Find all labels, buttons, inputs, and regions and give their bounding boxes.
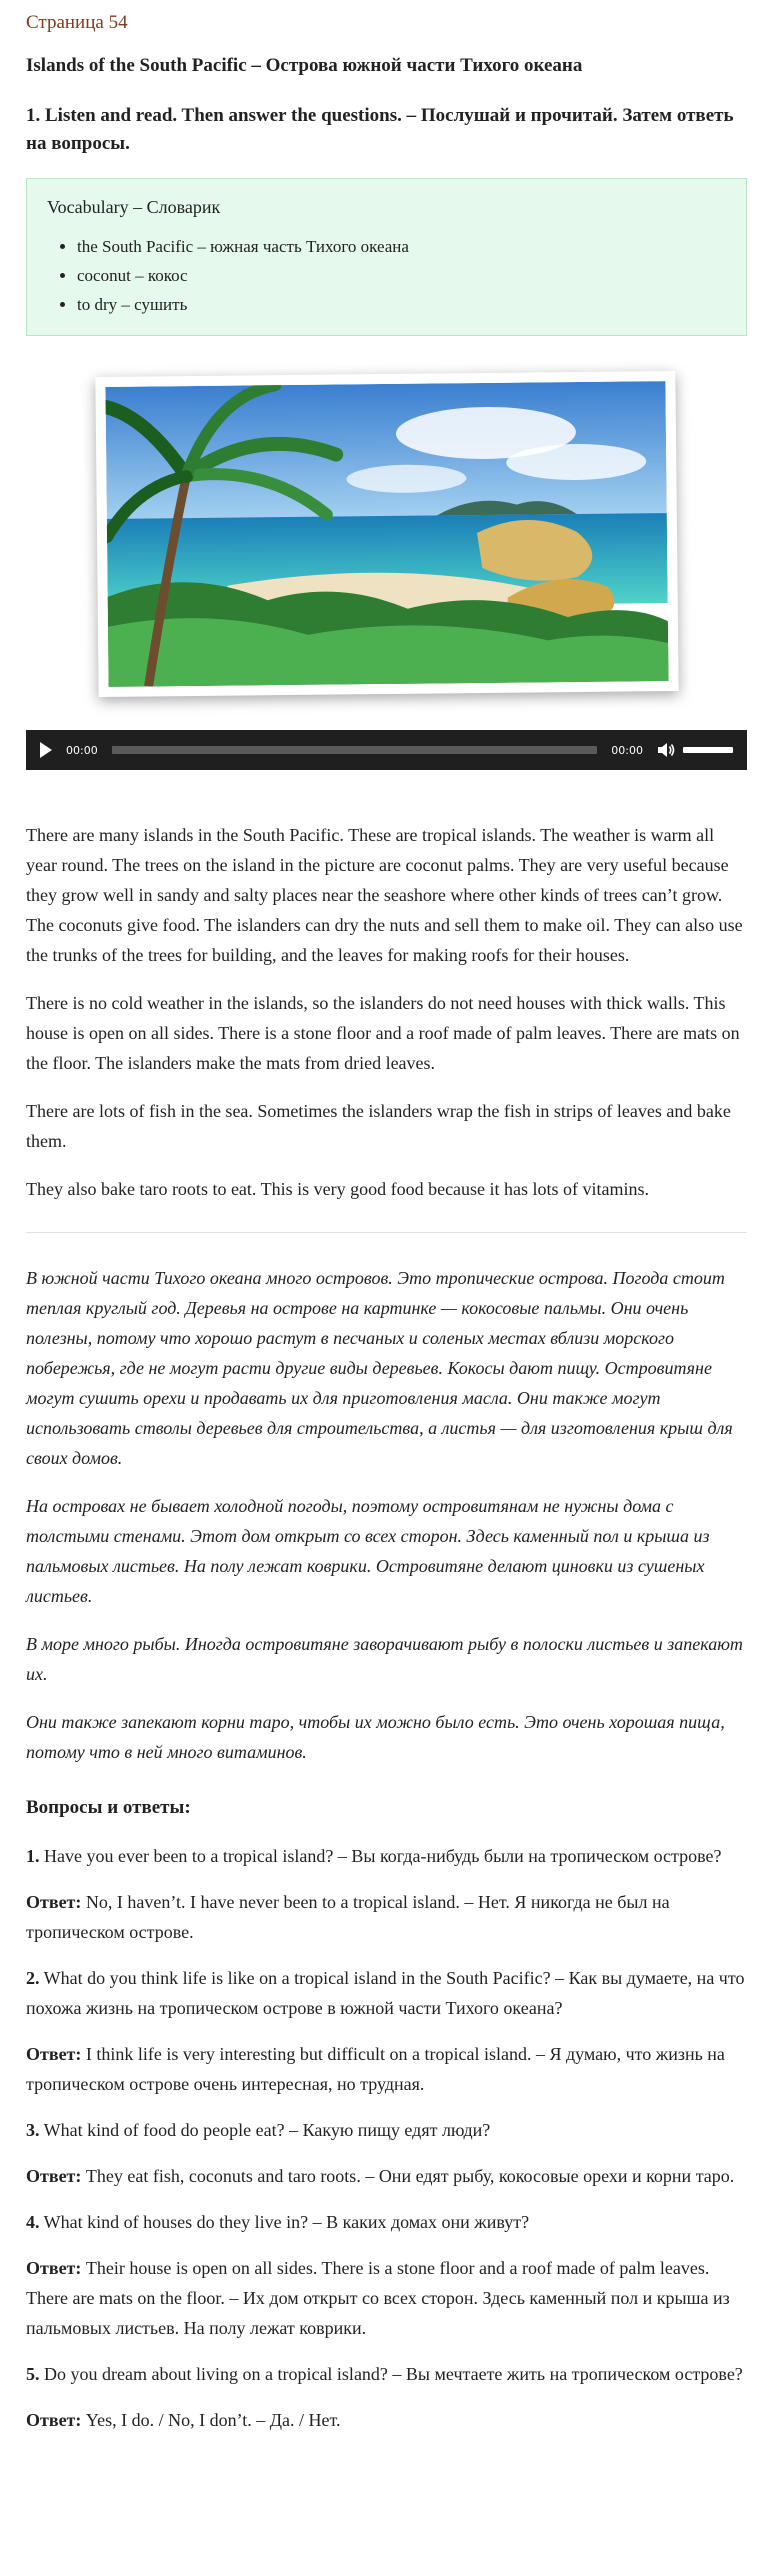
russian-paragraph: На островах не бывает холодной погоды, поэтому островитянам не нужны дома с толстыми стенами. Этот дом открыт со всех сторон. Здесь каменный пол и крыша из пальмовых листьев. На полу лежат коврики. Островитяне делают циновки из сушеных листьев. [26,1496,710,1606]
english-paragraph: There are lots of fish in the sea. Sometimes the islanders wrap the fish in strips of leaves and bake them. [26,1101,731,1151]
vocabulary-title: Vocabulary – Словарик [47,197,221,217]
volume-slider[interactable] [683,747,733,753]
question-text: Do you dream about living on a tropical island? – Вы мечтаете жить на тропическом острове? [39,2364,743,2384]
volume-icon[interactable] [657,742,675,758]
illustration [87,364,687,704]
question-number: 2. [26,1968,40,1988]
question-text: Have you ever been to a tropical island? – Вы когда-нибудь были на тропическом острове? [39,1846,722,1866]
vocabulary-item: • to dry – сушить [77,290,726,319]
russian-paragraph: Они также запекают корни таро, чтобы их можно было есть. Это очень хорошая пища, потому что в ней много витаминов. [26,1712,725,1762]
vocabulary-item: • the South Pacific – южная часть Тихого океана [77,232,726,261]
answer-text: I think life is very interesting but difficult on a tropical island. – Я думаю, что жизнь на тропическом острове очень интересная, но трудная. [26,2044,725,2094]
question [26,2359,747,2389]
task-instruction: 1. Listen and read. Then answer the questions. – Послушай и прочитай. Затем ответь на вопросы. [26,105,734,154]
tropical-island-image [105,381,668,687]
audio-duration: 00:00 [611,743,643,757]
question-text: What do you think life is like on a tropical island in the South Pacific? – Как вы думаете, на что похожа жизнь на тропическом острове в южной части Тихого океана? [26,1968,745,2018]
english-paragraph: They also bake taro roots to eat. This is very good food because it has lots of vitamins. [26,1179,650,1199]
audio-current-time: 00:00 [66,743,98,757]
question-number: 4. [26,2212,40,2232]
answer-text: No, I haven’t. I have never been to a tropical island. – Нет. Я никогда не был на тропическом острове. [26,1892,670,1942]
answer [26,2253,747,2343]
vocabulary-item: • coconut – кокос [77,261,726,290]
play-icon[interactable] [40,742,52,758]
audio-progress-track[interactable] [112,746,598,754]
tropical-island-photo [95,371,678,697]
question [26,1963,747,2023]
question [26,1841,747,1871]
question-number: 3. [26,2120,40,2140]
audio-player [26,730,747,770]
vocabulary-list [47,232,726,319]
english-paragraph: There is no cold weather in the islands, so the islanders do not need houses with thick walls. This house is open on all sides. There is a stone floor and a roof made of palm leaves. There are mats on the floor. The islanders make the mats from dried leaves. [26,993,740,1073]
question-text: What kind of houses do they live in? – В каких домах они живут? [39,2212,530,2232]
answer-text: Yes, I do. / No, I don’t. – Да. / Нет. [81,2410,341,2430]
english-text [26,820,747,1204]
answer-text: Their house is open on all sides. There is a stone floor and a roof made of palm leaves. There are mats on the floor. – Их дом открыт со всех сторон. Здесь каменный пол и крыша из пальмовых листьев. На полу лежат коврики. [26,2258,730,2338]
answer [26,2039,747,2099]
qa-heading: Вопросы и ответы: [26,1797,191,1818]
russian-paragraph: В море много рыбы. Иногда островитяне заворачивают рыбу в полоски листьев и запекают их. [26,1634,743,1684]
page-title: Islands of the South Pacific – Острова южной части Тихого океана [26,55,583,76]
answer-label: Ответ: [26,2410,82,2430]
question-number: 1. [26,1846,40,1866]
answer-text: They eat fish, coconuts and taro roots. – Они едят рыбу, кокосовые орехи и корни таро. [81,2166,735,2186]
question-text: What kind of food do people eat? – Какую пищу едят люди? [39,2120,491,2140]
russian-translation [26,1263,747,1767]
answer-label: Ответ: [26,2258,82,2278]
answer [26,2405,747,2435]
answer [26,2161,747,2191]
russian-paragraph: В южной части Тихого океана много островов. Это тропические острова. Погода стоит теплая круглый год. Деревья на острове на картинке — кокосовые пальмы. Они очень полезны, потому что хорошо растут в песчаных и соленых местах вблизи морского побережья, где не могут расти другие виды деревьев. Кокосы дают пищу. Островитяне могут сушить орехи и продавать их для приготовления масла. Они также могут использовать стволы деревьев для строительства, а листья — для изготовления крыш для своих домов. [26,1268,733,1468]
question [26,2207,747,2237]
answer-label: Ответ: [26,2166,82,2186]
question [26,2115,747,2145]
questions-answers [26,1797,747,2435]
vocabulary-box [26,178,747,336]
page-number-link[interactable]: Страница 54 [26,12,128,33]
english-paragraph: There are many islands in the South Pacific. These are tropical islands. The weather is warm all year round. The trees on the island in the picture are coconut palms. They are very useful because they grow well in sandy and salty places near the seashore where other kinds of trees can’t grow. The coconuts give food. The islanders can dry the nuts and sell them to make oil. They can also use the trunks of the trees for building, and the leaves for making roofs for their houses. [26,825,743,965]
divider [26,1232,747,1233]
answer-label: Ответ: [26,2044,82,2064]
answer [26,1887,747,1947]
question-number: 5. [26,2364,40,2384]
answer-label: Ответ: [26,1892,82,1912]
